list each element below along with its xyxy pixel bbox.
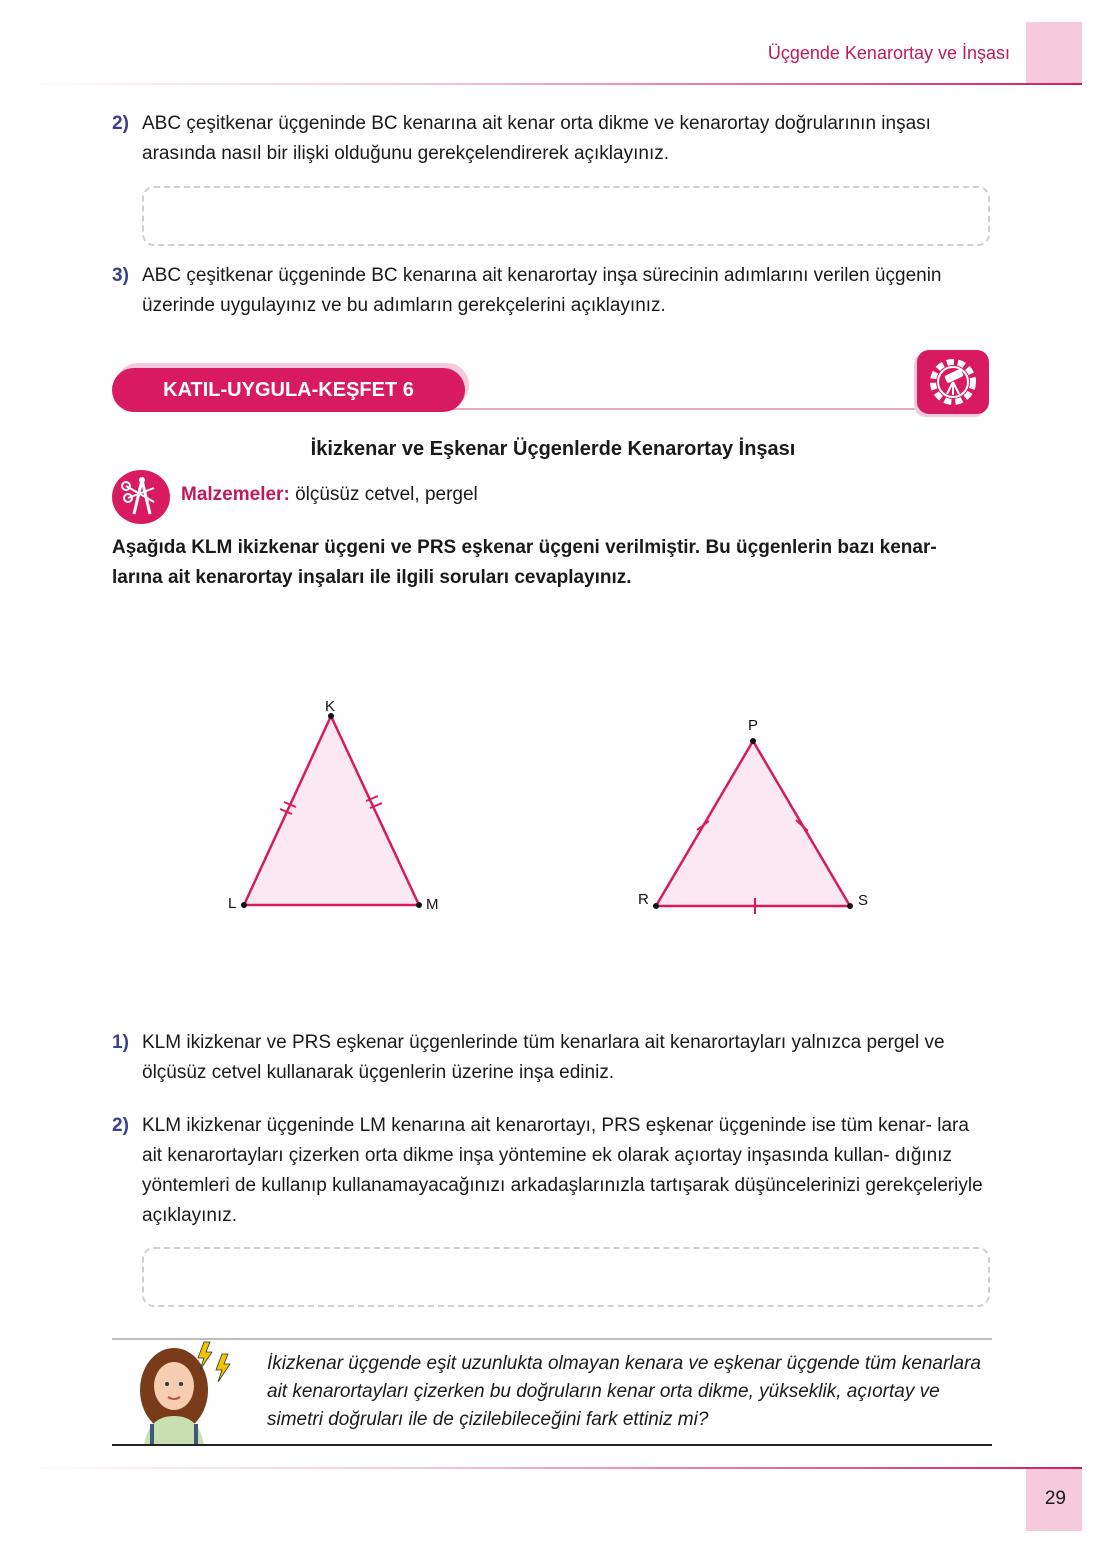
- materials-label: Malzemeler:: [181, 484, 290, 505]
- question-number: 3): [112, 265, 129, 286]
- answer-box-1[interactable]: [142, 186, 990, 246]
- label-l: L: [228, 895, 237, 912]
- note-text: İkizkenar üçgende eşit uzunlukta olmayan kenara ve eşkenar üçgende tüm kenarlara ait kenarortayları çizerken bu doğruların kenar orta dikme, yükseklik, açıortay ve simetri doğruları ile de çizilebileceğini fark ettiniz mi?: [267, 1353, 981, 1430]
- note-divider-bottom: [112, 1444, 992, 1446]
- question-number: 2): [112, 113, 129, 134]
- label-m: M: [426, 896, 439, 913]
- answer-box-2[interactable]: [142, 1247, 990, 1307]
- question-number: 1): [112, 1032, 129, 1053]
- question-2-bottom: [112, 1111, 992, 1231]
- question-2-top: [112, 109, 992, 169]
- triangle-klm: [244, 716, 419, 905]
- materials-line: [181, 484, 478, 506]
- header-divider: [14, 83, 1082, 85]
- compass-scissors-icon: [112, 470, 170, 524]
- footer-divider: [14, 1467, 1082, 1469]
- materials-value: ölçüsüz cetvel, pergel: [295, 484, 478, 505]
- label-k: K: [325, 698, 336, 715]
- question-text: ABC çeşitkenar üçgeninde BC kenarına ait kenarortay inşa sürecinin adımlarını verilen üçgenin üzerinde uygulayınız ve bu adımların gerekçelerini açıklayınız.: [142, 265, 942, 316]
- telescope-gear-icon: [917, 350, 989, 414]
- activity-banner: KATIL-UYGULA-KEŞFET 6: [112, 368, 465, 412]
- question-text: KLM ikizkenar üçgeninde LM kenarına ait kenarortayı, PRS eşkenar üçgeninde ise tüm kenar- lara ait kenarortayları çizerken orta dikme inşa yöntemine ek olarak açıortay inşasında kullan- dığınız yöntemleri de kullanıp kullanamayacağınızı arkadaşlarınızla tartışarak düşüncelerinizi gerekçeleriyle açıklayınız.: [142, 1115, 983, 1226]
- label-s: S: [858, 892, 869, 909]
- question-3-top: [112, 261, 992, 321]
- header-tab: [1026, 22, 1082, 85]
- banner-line: [440, 408, 920, 410]
- activity-intro: Aşağıda KLM ikizkenar üçgeni ve PRS eşkenar üçgeni verilmiştir. Bu üçgenlerin bazı kenar- larına ait kenarortay inşaları ile ilgili soruları cevaplayınız.: [112, 537, 937, 588]
- girl-thinking-icon: [128, 1340, 238, 1451]
- label-p: P: [748, 717, 759, 734]
- page-header-title: Üçgende Kenarortay ve İnşası: [767, 43, 1010, 63]
- question-number: 2): [112, 1115, 129, 1136]
- note-divider-top: [112, 1338, 992, 1340]
- activity-subtitle: İkizkenar ve Eşkenar Üçgenlerde Kenarortay İnşası: [310, 438, 796, 460]
- question-1-bottom: [112, 1028, 992, 1088]
- question-text: KLM ikizkenar ve PRS eşkenar üçgenlerinde tüm kenarlara ait kenarortayları yalnızca pergel ve ölçüsüz cetvel kullanarak üçgenlerin üzerine inşa ediniz.: [142, 1032, 945, 1083]
- page-number: 29: [1044, 1488, 1066, 1509]
- triangles-figure: [200, 690, 900, 935]
- label-r: R: [638, 891, 649, 908]
- triangle-prs: [656, 741, 850, 906]
- question-text: ABC çeşitkenar üçgeninde BC kenarına ait kenar orta dikme ve kenarortay doğrularının inşası arasında nasıl bir ilişki olduğunu gerekçelendirerek açıklayınız.: [142, 113, 931, 164]
